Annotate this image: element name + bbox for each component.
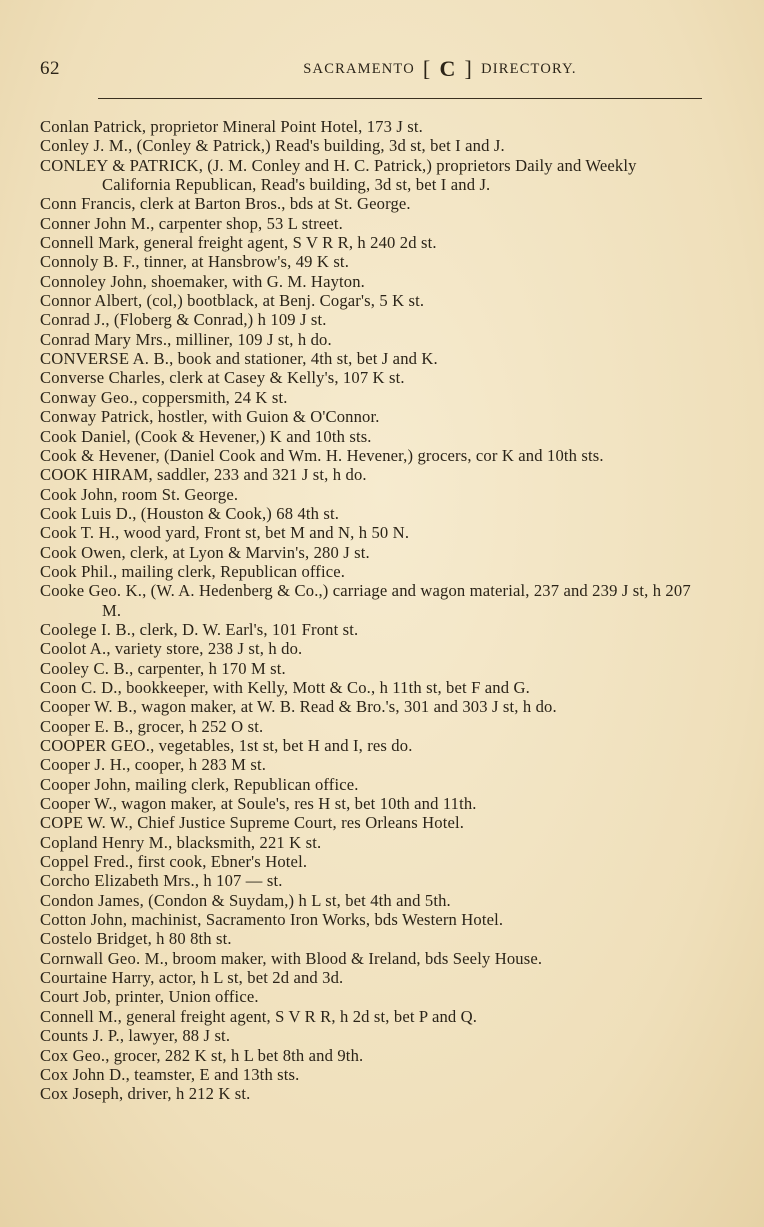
- directory-entry: [40, 233, 706, 252]
- directory-entry: [40, 581, 706, 620]
- entry-details: carpenter, h 170 M st.: [137, 658, 286, 678]
- entry-details: machinist, Sacramento Iron Works, bds Western Hotel.: [131, 910, 504, 930]
- entry-details: hostler, with Guion & O'Connor.: [157, 407, 380, 427]
- header-rule: [98, 98, 702, 99]
- entry-name: Cox Joseph,: [40, 1084, 124, 1104]
- directory-entry: [40, 504, 706, 523]
- directory-entry: [40, 1084, 706, 1103]
- directory-entry: [40, 368, 706, 387]
- directory-entry: [40, 214, 706, 233]
- directory-entry: [40, 485, 706, 504]
- page-header: [40, 54, 700, 84]
- entry-details: (Condon & Suydam,) h L st, bet 4th and 5th.: [148, 890, 451, 910]
- entry-name: Courtaine Harry,: [40, 968, 155, 988]
- section-letter: C: [439, 56, 457, 81]
- entry-name: Connoly B. F.,: [40, 252, 140, 272]
- entry-details: printer, Union office.: [115, 987, 259, 1007]
- directory-entry: [40, 349, 706, 368]
- entry-details: broom maker, with Blood & Ireland, bds Seely House.: [172, 948, 543, 968]
- entry-name: Cook T. H.,: [40, 523, 120, 543]
- entry-details: teamster, E and 13th sts.: [134, 1064, 300, 1084]
- entry-name: Cook Luis D.,: [40, 503, 137, 523]
- entry-name: Converse Charles,: [40, 368, 166, 388]
- entry-details: mailing clerk, Republican office.: [121, 561, 346, 581]
- entry-details: (Daniel Cook and Wm. H. Hevener,) grocers, cor K and 10th sts.: [164, 445, 604, 465]
- entry-details: shoemaker, with G. M. Hayton.: [151, 271, 365, 291]
- directory-entry: [40, 523, 706, 542]
- entry-name: Coon C. D.,: [40, 677, 122, 697]
- entry-name: Cook Daniel,: [40, 426, 131, 446]
- entry-details: coppersmith, 24 K st.: [141, 387, 288, 407]
- directory-entry: [40, 330, 706, 349]
- directory-entry: [40, 949, 706, 968]
- entry-name: COOPER GEO.,: [40, 736, 155, 755]
- entry-details: (Conley & Patrick,) Read's building, 3d st, bet I and J.: [136, 136, 505, 156]
- entry-name: Cooke Geo. K.,: [40, 581, 147, 601]
- directory-entry: [40, 717, 706, 736]
- directory-entry: [40, 117, 706, 136]
- directory-entry: [40, 194, 706, 213]
- entry-name: Conway Geo.,: [40, 387, 138, 407]
- entry-name: Copland Henry M.,: [40, 832, 173, 852]
- directory-entry: [40, 852, 706, 871]
- entry-name: Cornwall Geo. M.,: [40, 948, 169, 968]
- entry-name: Connoley John,: [40, 271, 147, 291]
- entry-details: actor, h L st, bet 2d and 3d.: [158, 968, 344, 988]
- entry-name: Costelo Bridget,: [40, 929, 152, 949]
- entry-details: clerk at Casey & Kelly's, 107 K st.: [169, 368, 405, 388]
- directory-entry: [40, 446, 706, 465]
- entry-details: room St. George.: [121, 484, 239, 504]
- entry-name: Cox Geo.,: [40, 1045, 110, 1065]
- entry-details: variety store, 238 J st, h do.: [114, 639, 303, 659]
- entry-name: Connell M.,: [40, 1006, 122, 1026]
- directory-entry: [40, 910, 706, 929]
- entry-name: Conn Francis,: [40, 194, 136, 214]
- entry-name: Connor Albert,: [40, 291, 143, 311]
- entry-details: (col,) bootblack, at Benj. Cogar's, 5 K st.: [146, 291, 425, 311]
- entry-details: general freight agent, S V R R, h 240 2d st.: [143, 233, 437, 253]
- entry-details: h 80 8th st.: [156, 929, 232, 949]
- directory-entry: [40, 775, 706, 794]
- entry-name: CONLEY & PATRICK,: [40, 155, 204, 175]
- entry-name: Condon James,: [40, 890, 145, 910]
- entry-name: Conley J. M.,: [40, 136, 133, 156]
- directory-entry: [40, 465, 706, 484]
- entry-details: mailing clerk, Republican office.: [135, 774, 359, 794]
- entry-name: Cooley C. B.,: [40, 658, 134, 678]
- directory-entries: [40, 117, 706, 1104]
- directory-entry: [40, 678, 706, 697]
- entry-name: Conrad Mary Mrs.,: [40, 329, 172, 349]
- entry-name: Cooper J. H.,: [40, 755, 131, 775]
- entry-name: Coppel Fred.,: [40, 852, 134, 872]
- entry-details: Chief Justice Supreme Court, res Orleans Hotel.: [137, 813, 465, 833]
- entry-name: Court Job,: [40, 987, 112, 1007]
- entry-details: lawyer, 88 J st.: [128, 1026, 231, 1046]
- running-title: [180, 56, 700, 82]
- directory-entry: [40, 871, 706, 890]
- entry-name: Cox John D.,: [40, 1064, 130, 1084]
- directory-entry: [40, 291, 706, 310]
- entry-name: Cook John,: [40, 484, 118, 504]
- running-title-directory: DIRECTORY.: [481, 60, 577, 77]
- entry-name: Counts J. P.,: [40, 1026, 125, 1046]
- entry-name: CONVERSE A. B.,: [40, 349, 174, 369]
- directory-entry: [40, 1046, 706, 1065]
- entry-name: COPE W. W.,: [40, 813, 134, 833]
- directory-entry: [40, 427, 706, 446]
- entry-name: Conrad J.,: [40, 310, 110, 330]
- entry-details: driver, h 212 K st.: [127, 1084, 251, 1104]
- directory-entry: [40, 697, 706, 716]
- entry-details: (Cook & Hevener,) K and 10th sts.: [135, 426, 372, 446]
- entry-name: Cooper W.,: [40, 794, 118, 814]
- entry-name: Cooper John,: [40, 774, 131, 794]
- entry-details: book and stationer, 4th st, bet J and K.: [177, 349, 438, 369]
- directory-entry: [40, 620, 706, 639]
- directory-entry: [40, 136, 706, 155]
- entry-details: clerk, at Lyon & Marvin's, 280 J st.: [130, 542, 370, 562]
- entry-name: Conner John M.,: [40, 213, 155, 233]
- entry-details: h 107 — st.: [203, 871, 283, 891]
- directory-entry: [40, 156, 706, 195]
- entry-name: Coolot A.,: [40, 639, 111, 659]
- entry-details: blacksmith, 221 K st.: [176, 832, 322, 852]
- entry-details: tinner, at Hansbrow's, 49 K st.: [143, 252, 349, 272]
- entry-details: (Houston & Cook,) 68 4th st.: [140, 503, 340, 523]
- running-title-city: SACRAMENTO: [303, 60, 415, 77]
- entry-details: cooper, h 283 M st.: [134, 755, 267, 775]
- entry-details: first cook, Ebner's Hotel.: [137, 852, 308, 872]
- directory-entry: [40, 813, 706, 832]
- entry-details: carpenter shop, 53 L street.: [158, 213, 343, 233]
- entry-details: wood yard, Front st, bet M and N, h 50 N.: [123, 523, 410, 543]
- open-bracket: [: [422, 56, 432, 81]
- directory-entry: [40, 929, 706, 948]
- directory-entry: [40, 659, 706, 678]
- entry-name: Cook & Hevener,: [40, 445, 160, 465]
- entry-details: clerk at Barton Bros., bds at St. George.: [139, 194, 411, 214]
- entry-details: general freight agent, S V R R, h 2d st, bet P and Q.: [126, 1006, 478, 1026]
- directory-entry: [40, 968, 706, 987]
- entry-details: (Floberg & Conrad,) h 109 J st.: [113, 310, 327, 330]
- directory-entry: [40, 562, 706, 581]
- directory-entry: [40, 407, 706, 426]
- directory-entry: [40, 1065, 706, 1084]
- directory-entry: [40, 639, 706, 658]
- directory-entry: [40, 1026, 706, 1045]
- close-bracket: ]: [464, 56, 474, 81]
- entry-name: Cook Phil.,: [40, 561, 118, 581]
- page-number: 62: [40, 58, 60, 79]
- directory-entry: [40, 891, 706, 910]
- entry-details: (J. M. Conley and H. C. Patrick,) proprietors Daily and Weekly California Republican, Read's building, 3d st, bet I and J.: [102, 155, 637, 195]
- entry-name: Cotton John,: [40, 910, 128, 930]
- entry-details: wagon maker, at Soule's, res H st, bet 10th and 11th.: [121, 794, 477, 814]
- directory-entry: [40, 272, 706, 291]
- entry-details: grocer, h 252 O st.: [137, 716, 264, 736]
- directory-entry: [40, 310, 706, 329]
- entry-name: Coolege I. B.,: [40, 619, 136, 639]
- directory-entry: [40, 736, 706, 755]
- entry-details: (W. A. Hedenberg & Co.,) carriage and wagon material, 237 and 239 J st, h 207 M.: [102, 581, 691, 620]
- directory-entry: [40, 987, 706, 1006]
- directory-entry: [40, 833, 706, 852]
- entry-details: wagon maker, at W. B. Read & Bro.'s, 301 and 303 J st, h do.: [141, 697, 557, 717]
- entry-name: Conway Patrick,: [40, 407, 154, 427]
- directory-entry: [40, 794, 706, 813]
- entry-details: bookkeeper, with Kelly, Mott & Co., h 11th st, bet F and G.: [126, 677, 530, 697]
- directory-entry: [40, 252, 706, 271]
- entry-name: Conlan Patrick,: [40, 117, 147, 136]
- entry-name: COOK HIRAM,: [40, 465, 153, 485]
- entry-name: Cook Owen,: [40, 542, 126, 562]
- entry-name: Corcho Elizabeth Mrs.,: [40, 871, 200, 891]
- directory-entry: [40, 1007, 706, 1026]
- directory-entry: [40, 755, 706, 774]
- entry-details: saddler, 233 and 321 J st, h do.: [157, 465, 367, 485]
- entry-details: milliner, 109 J st, h do.: [175, 329, 332, 349]
- entry-details: clerk, D. W. Earl's, 101 Front st.: [139, 619, 359, 639]
- entry-details: proprietor Mineral Point Hotel, 173 J st.: [150, 117, 423, 136]
- entry-details: vegetables, 1st st, bet H and I, res do.: [158, 736, 413, 755]
- entry-name: Cooper E. B.,: [40, 716, 134, 736]
- entry-name: Connell Mark,: [40, 233, 140, 253]
- directory-entry: [40, 388, 706, 407]
- directory-entry: [40, 543, 706, 562]
- entry-name: Cooper W. B.,: [40, 697, 138, 717]
- entry-details: grocer, 282 K st, h L bet 8th and 9th.: [113, 1045, 364, 1065]
